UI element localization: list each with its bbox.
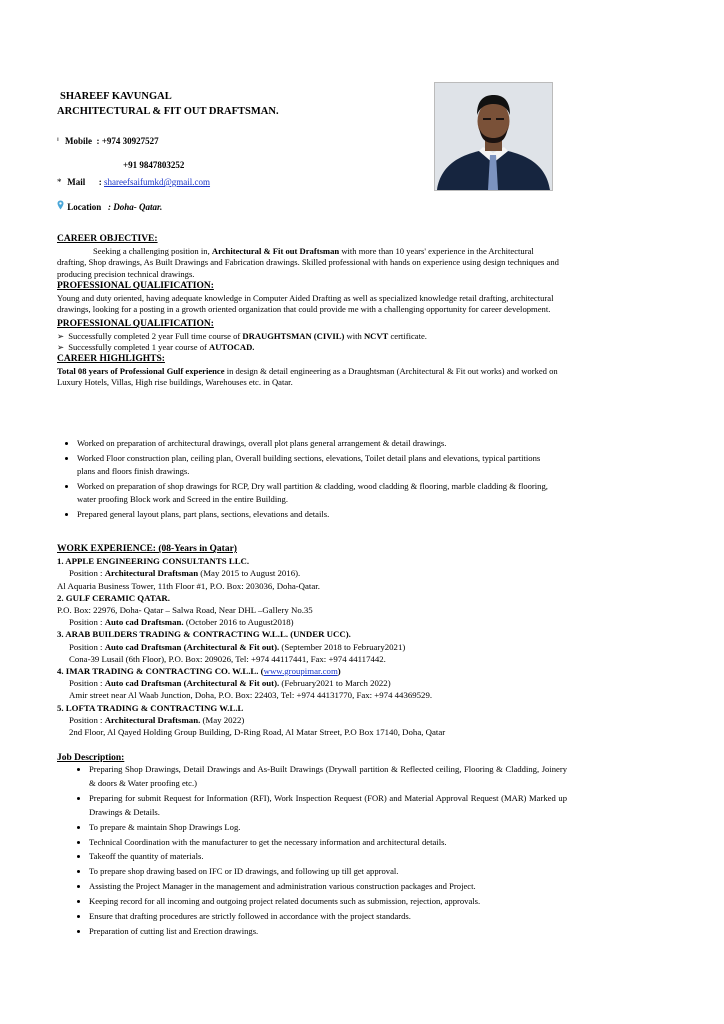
company-name: 5. LOFTA TRADING & CONTRACTING W.L.L	[57, 702, 244, 713]
list-item: • To prepare & maintain Shop Drawings Log.	[89, 821, 567, 835]
list-item: • Keeping record for all incoming and outgoing project related documents such as submission, rejection, approvals.	[89, 895, 567, 909]
list-item: • Ensure that drafting procedures are strictly followed in accordance with the project standards.	[89, 910, 567, 924]
professional-summary-text: Young and duty oriented, having adequate knowledge in Computer Aided Drafting as well as specialized knowledge retail drafting, architectural drawings, looking for a posting in a growth oriented organization that could provide me with a challenging opportunity for career development.	[57, 292, 554, 315]
list-item: • Technical Coordination with the manufacturer to get the necessary information and architectural details.	[89, 836, 567, 850]
profile-photo-image	[435, 83, 552, 190]
list-item: • Takeoff the quantity of materials.	[89, 850, 567, 864]
work-experience-heading: WORK EXPERIENCE: (08-Years in Qatar)	[57, 544, 237, 554]
company-address: P.O. Box: 22976, Doha- Qatar – Salwa Road, Near DHL –Gallery No.35	[57, 605, 313, 616]
company-address: Al Aquaria Business Tower, 11th Floor #1, P.O. Box: 203036, Doha-Qatar.	[57, 580, 320, 591]
mail-label: Mail	[67, 177, 86, 187]
list-item: • Worked on preparation of architectural drawings, overall plot plans general arrangement & detail drawings.	[77, 437, 552, 451]
qualification-heading: PROFESSIONAL QUALIFICATION:	[57, 318, 214, 329]
mail-prefix: :	[98, 177, 104, 187]
qualification-item: ➢ Successfully completed 2 year Full time course of DRAUGHTSMAN (CIVIL) with NCVT certificate.	[57, 331, 562, 343]
job-description-section	[57, 753, 567, 940]
company-website-link[interactable]: www.groupimar.com	[263, 666, 338, 677]
list-item: • To prepare shop drawing based on IFC or ID drawings, and following up till get approval.	[89, 865, 567, 879]
job-position: Position : Auto cad Draftsman (Architectural & Fit out). (February2021 to March 2022)	[69, 678, 391, 689]
location-pin-icon	[57, 200, 65, 212]
mobile-line	[57, 136, 159, 147]
list-item: • Preparing Shop Drawings, Detail Drawings and As-Built Drawings (Drywall partition & Reflected ceiling, Flooring & Cladding, Joinery & doors & Water proofing etc.)	[89, 763, 567, 791]
location-line	[57, 200, 162, 212]
phone-icon: ᑊ	[57, 136, 59, 146]
job-description-heading: Job Description:	[57, 753, 125, 763]
job-position: Position : Auto cad Draftsman. (October 2016 to August2018)	[69, 617, 294, 628]
company-address: Amir street near Al Waab Junction, Doha, P.O. Box: 22403, Tel: +974 44131770, Fax: +974 44369529.	[69, 690, 433, 701]
company-address: Cona-39 Lusail (6th Floor), P.O. Box: 209026, Tel: +974 44117441, Fax: +974 44117442.	[69, 653, 386, 664]
profile-photo	[434, 82, 553, 191]
job-position: Position : Architectural Draftsman. (May 2022)	[69, 714, 245, 725]
professional-summary-heading: PROFESSIONAL QUALIFICATION:	[57, 280, 214, 291]
career-objective-text: Seeking a challenging position in, Architectural & Fit out Draftsman with more than 10 years' experience in the Architectural drafting, Shop drawings, As Built Drawings and Fabrication drawings. Skilled professional with hands on experience using design techniques and producing precision technical drawings.	[57, 245, 559, 280]
company-name: 4. IMAR TRADING & CONTRACTING CO. W.L.L. (www.groupimar.com)	[57, 666, 341, 677]
career-objective-section	[57, 234, 562, 389]
mail-icon: *	[57, 177, 62, 187]
mobile-number-1: : +974 30927527	[96, 136, 159, 146]
list-item: • Worked on preparation of shop drawings for RCP, Dry wall partition & cladding, wood cladding & flooring, marble cladding & flooring, water proofing Block work and Screed in the entire Building.	[77, 480, 552, 507]
list-item: • Prepared general layout plans, part plans, sections, elevations and details.	[77, 508, 552, 522]
list-item: • Preparation of cutting list and Erection drawings.	[89, 925, 567, 939]
list-item: • Worked Floor construction plan, ceiling plan, Overall building sections, elevations, Toilet detail plans and elevations, typical partitions plans and floors finish drawings.	[77, 452, 552, 479]
job-position: Position : Architectural Draftsman (May 2015 to August 2016).	[69, 568, 301, 579]
location-label: Location	[67, 202, 102, 212]
location-value: : Doha- Qatar.	[108, 202, 163, 212]
mobile-label: Mobile	[65, 136, 92, 146]
company-name: 3. ARAB BUILDERS TRADING & CONTRACTING W.L.L. (UNDER UCC).	[57, 629, 351, 640]
company-name: 1. APPLE ENGINEERING CONSULTANTS LLC.	[57, 556, 250, 567]
job-position: Position : Auto cad Draftsman (Architectural & Fit out). (September 2018 to February2021)	[69, 641, 406, 652]
list-item: • Preparing for submit Request for Information (RFI), Work Inspection Request (FOR) and Material Approval Request (MAR) Marked up Drawings & Details.	[89, 792, 567, 820]
company-name: 2. GULF CERAMIC QATAR.	[57, 592, 170, 603]
company-address: 2nd Floor, Al Qayed Holding Group Building, D-Ring Road, Al Matar Street, P.O Box 17140, Doha, Qatar	[69, 727, 446, 738]
work-experience-section	[57, 543, 567, 738]
career-highlights-list	[52, 437, 552, 523]
career-highlights-heading: CAREER HIGHLIGHTS:	[57, 354, 165, 365]
email-link[interactable]: shareefsaifumkd@gmail.com	[104, 177, 211, 187]
candidate-title: ARCHITECTURAL & FIT OUT DRAFTSMAN.	[57, 106, 279, 117]
list-item: • Assisting the Project Manager in the management and administration various construction packages and Project.	[89, 880, 567, 894]
qualification-item: ➢ Successfully completed 1 year course of AUTOCAD.	[57, 342, 562, 354]
career-objective-heading: CAREER OBJECTIVE:	[57, 234, 158, 244]
candidate-name: SHAREEF KAVUNGAL	[60, 91, 172, 102]
mobile-number-2: +91 9847803252	[123, 160, 185, 170]
mail-line	[57, 177, 210, 187]
career-highlights-text: Total 08 years of Professional Gulf experience in design & detail engineering as a Draughtsman (Architectural & Fit out works) and worked on Luxury Hotels, Villas, High rise buildings, Warehouses etc. in Qatar.	[57, 365, 558, 388]
